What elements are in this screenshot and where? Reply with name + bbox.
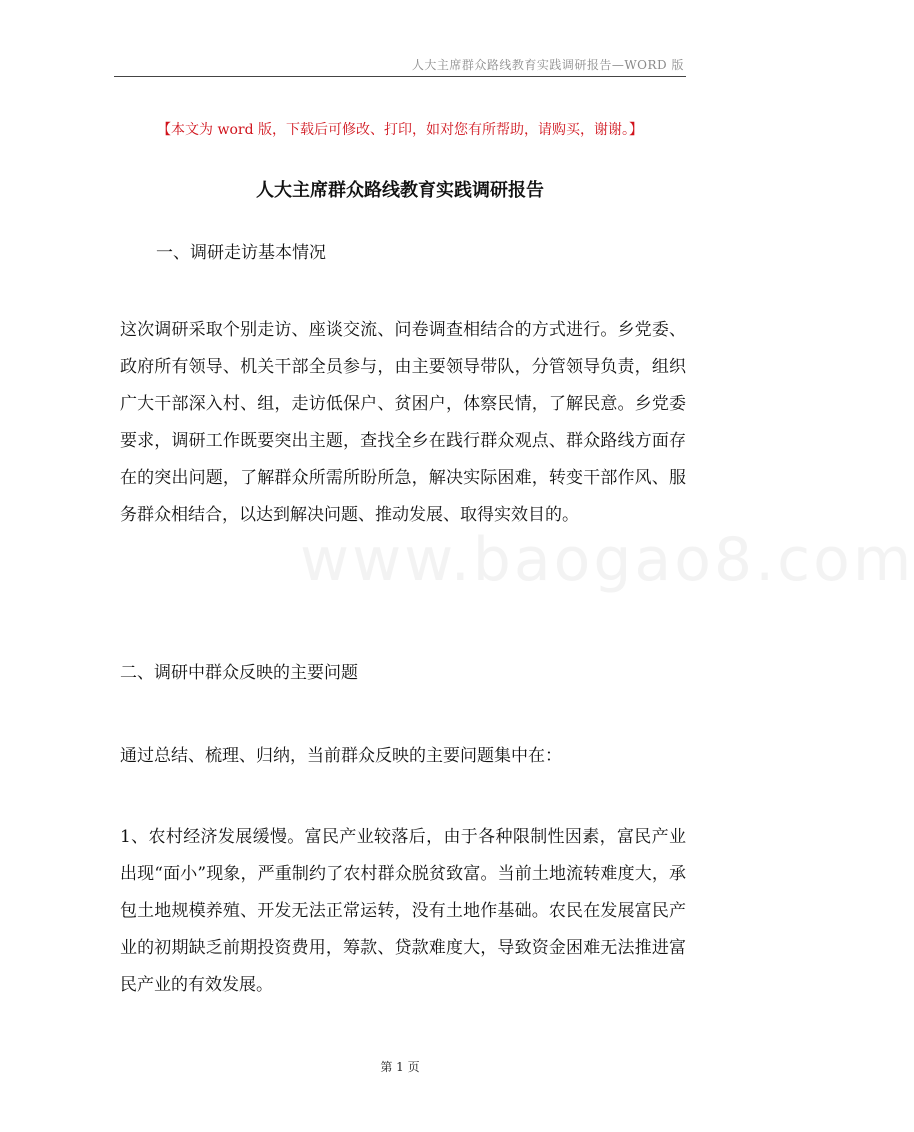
document-title: 人大主席群众路线教育实践调研报告: [256, 180, 544, 201]
section-two-heading: 二、调研中群众反映的主要问题: [120, 663, 358, 683]
running-header-title: 人大主席群众路线教育实践调研报告—WORD 版: [411, 58, 684, 72]
watermark-text: www.baogao8.com: [300, 525, 914, 595]
section-two-intro: 通过总结、梳理、归纳，当前群众反映的主要问题集中在：: [120, 746, 562, 766]
purchase-notice: 【本文为 word 版，下载后可修改、打印，如对您有所帮助，请购买，谢谢。】: [157, 122, 643, 138]
header-divider: [114, 76, 686, 77]
problem-item-one: 1、农村经济发展缓慢。富民产业较落后，由于各种限制性因素，富民产业出现“面小”现象，严重制约了农村群众脱贫致富。当前土地流转难度大，承包土地规模养殖、开发无法正常运转，没有土地作基础。农民在发展富民产业的初期缺乏前期投资费用，筹款、贷款难度大，导致资金困难无法推进富民产业的有效发展。: [120, 827, 686, 995]
section-one-paragraph: 这次调研采取个别走访、座谈交流、问卷调查相结合的方式进行。乡党委、政府所有领导、机关干部全员参与，由主要领导带队，分管领导负责，组织广大干部深入村、组，走访低保户、贫困户，体察民情，了解民意。乡党委要求，调研工作既要突出主题，查找全乡在践行群众观点、群众路线方面存在的突出问题，了解群众所需所盼所急，解决实际困难，转变干部作风、服务群众相结合，以达到解决问题、推动发展、取得实效目的。: [120, 320, 686, 525]
page-number: 第 1 页: [380, 1060, 420, 1074]
section-one-heading: 一、调研走访基本情况: [156, 243, 326, 263]
